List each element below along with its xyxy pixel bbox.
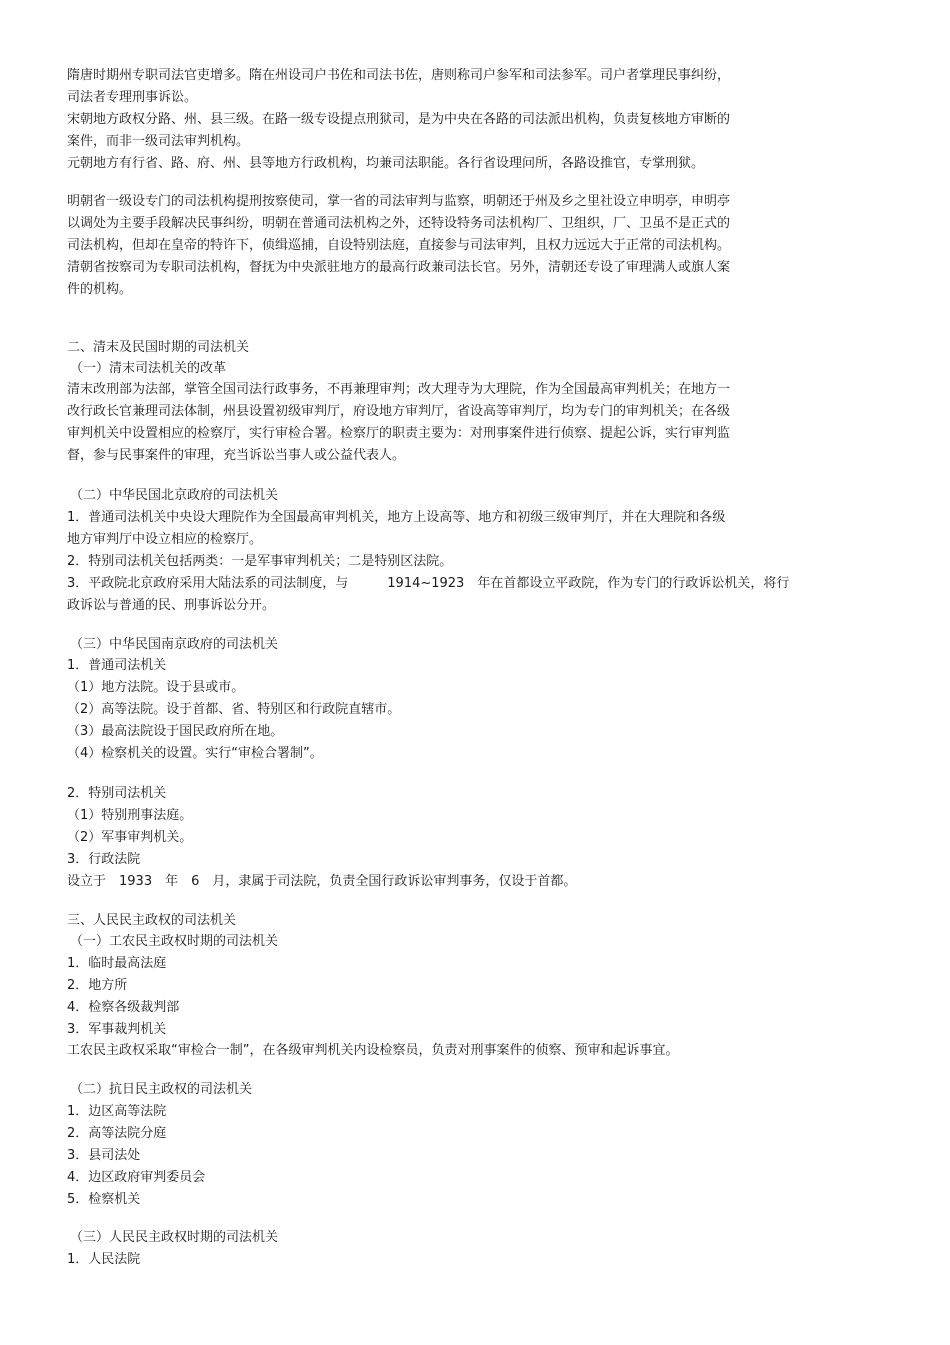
list-item: 1．普通司法机关 <box>67 658 167 673</box>
list-item: （2）军事审判机关。 <box>67 830 193 845</box>
paragraph-line: 审判机关中设置相应的检察厅，实行审检合署。检察厅的职责主要为：对刑事案件进行侦察、提起公诉，实行审判监 <box>67 426 731 441</box>
subsection-heading: （二）抗日民主政权的司法机关 <box>70 1082 253 1097</box>
paragraph-line: 清朝省按察司为专职司法机构，督抚为中央派驻地方的最高行政兼司法长官。另外，清朝还专设了审理满人或旗人案 <box>67 260 731 275</box>
paragraph-line: 隋唐时期州专职司法官吏增多。隋在州设司户书佐和司法书佐，唐则称司户参军和司法参军。司户者掌理民事纠纷， <box>67 68 731 83</box>
subsection-heading: （二）中华民国北京政府的司法机关 <box>70 488 279 503</box>
list-item: 3．军事裁判机关 <box>67 1022 167 1037</box>
paragraph-line: 元朝地方有行省、路、府、州、县等地方行政机构，均兼司法职能。各行省设理问所，各路设推官，专掌刑狱。 <box>67 156 705 171</box>
paragraph-line: 地方审判厅中设立相应的检察厅。 <box>67 532 263 547</box>
list-item: 1．边区高等法院 <box>67 1104 167 1119</box>
paragraph-line: 改行政长官兼理司法体制，州县设置初级审判厅，府设地方审判厅，省设高等审判厅，均为专门的审判机关；在各级 <box>67 404 731 419</box>
list-item: 3．县司法处 <box>67 1148 141 1163</box>
paragraph-line: 政诉讼与普通的民、刑事诉讼分开。 <box>67 598 276 613</box>
paragraph-line: 以调处为主要手段解决民事纠纷，明朝在普通司法机构之外，还特设特务司法机构厂、卫组织，厂、卫虽不是正式的 <box>67 216 731 231</box>
list-item: 4．边区政府审判委员会 <box>67 1170 206 1185</box>
list-item: 1．临时最高法庭 <box>67 956 167 971</box>
list-item: 2．高等法院分庭 <box>67 1126 167 1141</box>
list-item: 4．检察各级裁判部 <box>67 1000 180 1015</box>
paragraph-line: 司法机构，但却在皇帝的特许下，侦缉巡捕，自设特别法庭，直接参与司法审判，且权力远远大于正常的司法机构。 <box>67 238 731 253</box>
list-item: 1．人民法院 <box>67 1252 141 1267</box>
paragraph-line: 件的机构。 <box>67 282 133 297</box>
subsection-heading: （一）工农民主政权时期的司法机关 <box>70 934 279 949</box>
list-item: （1）特别刑事法庭。 <box>67 808 193 823</box>
paragraph-line: 清末改刑部为法部，掌管全国司法行政事务，不再兼理审判；改大理寺为大理院，作为全国最高审判机关；在地方一 <box>67 382 731 397</box>
list-item: （3）最高法院设于国民政府所在地。 <box>67 724 284 739</box>
list-item: 2．特别司法机关包括两类：一是军事审判机关；二是特别区法院。 <box>67 554 453 569</box>
paragraph-line: 设立于 1933 年 6 月，隶属于司法院，负责全国行政诉讼审判事务，仅设于首都。 <box>67 874 577 889</box>
list-item: 2．特别司法机关 <box>67 786 167 801</box>
list-item: 3．平政院北京政府采用大陆法系的司法制度，与 1914~1923 年在首都设立平政院，作为专门的行政诉讼机关，将行 <box>67 576 790 591</box>
list-item: 3．行政法院 <box>67 852 141 867</box>
subsection-heading: （三）中华民国南京政府的司法机关 <box>70 637 279 652</box>
section-heading: 二、清末及民国时期的司法机关 <box>67 340 250 355</box>
list-item: 5．检察机关 <box>67 1192 141 1207</box>
list-item: 1．普通司法机关中央设大理院作为全国最高审判机关，地方上设高等、地方和初级三级审判厅，并在大理院和各级 <box>67 510 726 525</box>
list-item: （4）检察机关的设置。实行“审检合署制”。 <box>67 746 323 761</box>
section-heading: 三、人民民主政权的司法机关 <box>67 913 237 928</box>
paragraph-line: 工农民主政权采取“审检合一制”，在各级审判机关内设检察员，负责对刑事案件的侦察、预审和起诉事宜。 <box>67 1043 679 1058</box>
list-item: 2．地方所 <box>67 978 128 993</box>
subsection-heading: （一）清末司法机关的改革 <box>70 361 227 376</box>
list-item: （2）高等法院。设于首都、省、特别区和行政院直辖市。 <box>67 702 401 717</box>
paragraph-line: 明朝省一级设专门的司法机构提刑按察使司，掌一省的司法审判与监察，明朝还于州及乡之里社设立申明亭，申明亭 <box>67 194 731 209</box>
paragraph-line: 案件，而非一级司法审判机构。 <box>67 134 250 149</box>
subsection-heading: （三）人民民主政权时期的司法机关 <box>70 1230 279 1245</box>
paragraph-line: 司法者专理刑事诉讼。 <box>67 90 198 105</box>
list-item: （1）地方法院。设于县或市。 <box>67 680 245 695</box>
paragraph-line: 督，参与民事案件的审理，充当诉讼当事人或公益代表人。 <box>67 448 406 463</box>
paragraph-line: 宋朝地方政权分路、州、县三级。在路一级专设提点刑狱司，是为中央在各路的司法派出机构，负责复核地方审断的 <box>67 112 731 127</box>
